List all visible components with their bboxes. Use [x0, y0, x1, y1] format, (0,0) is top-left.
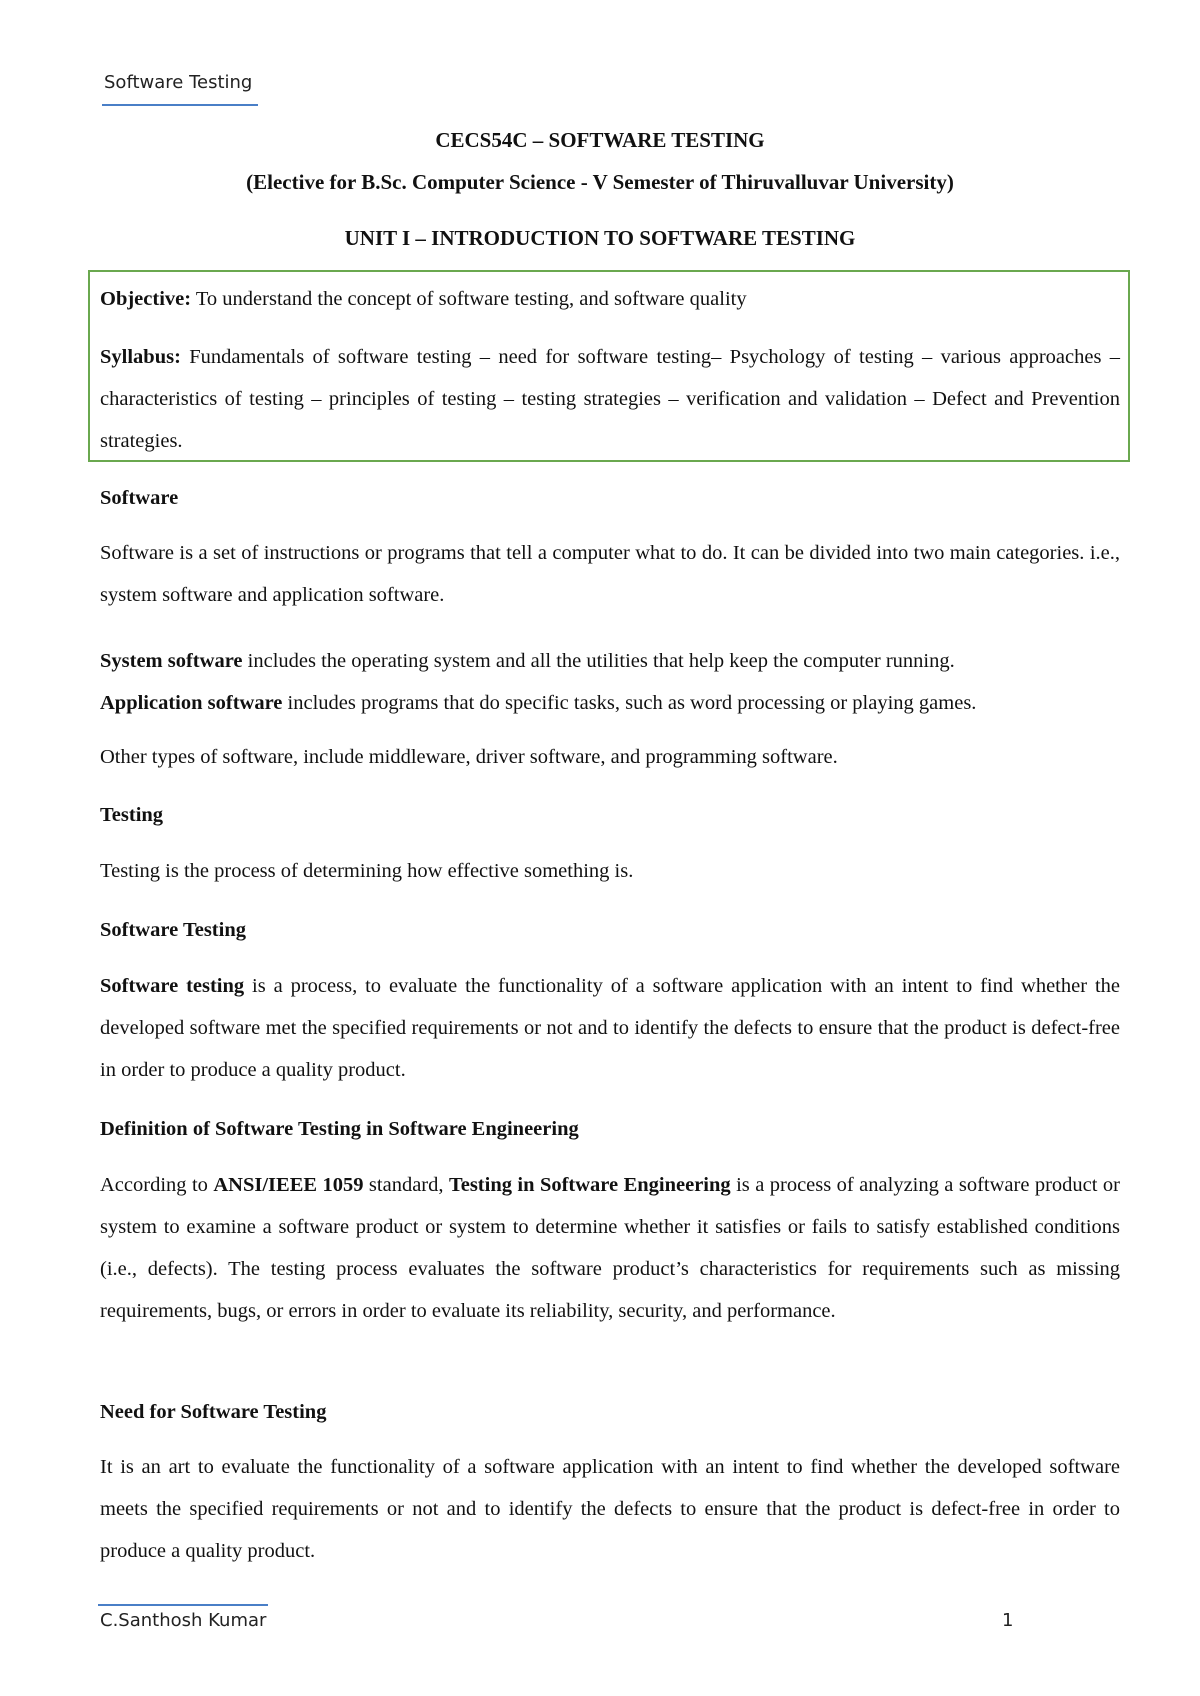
definition-heading: Definition of Software Testing in Software Engineering [100, 1118, 579, 1140]
objective-text: To understand the concept of software testing, and software quality [191, 288, 747, 310]
definition-standard: ANSI/IEEE 1059 [213, 1174, 364, 1196]
testing-paragraph: Testing is the process of determining how effective something is. [100, 860, 634, 882]
need-heading: Need for Software Testing [100, 1401, 327, 1423]
running-header: Software Testing [104, 72, 253, 93]
syllabus-label: Syllabus: [100, 346, 181, 368]
unit-title: UNIT I – INTRODUCTION TO SOFTWARE TESTING [344, 226, 856, 250]
software-testing-text: is a process, to evaluate the functionality of a software application with an intent to find whether the developed software met the specified requirements or not and to identify the defects to ensure that the product is defect-free in order to produce a quality product. [100, 975, 1120, 1081]
definition-mid: standard, [363, 1174, 449, 1196]
footer-rule [98, 1604, 268, 1606]
objective-paragraph [100, 278, 1120, 320]
system-software-paragraph [100, 640, 1120, 682]
testing-heading: Testing [100, 804, 164, 826]
software-testing-label: Software testing [100, 975, 245, 997]
syllabus-paragraph [100, 336, 1120, 462]
objective-label: Objective: [100, 288, 192, 310]
application-software-label: Application software [100, 692, 283, 714]
software-testing-heading: Software Testing [100, 919, 246, 941]
definition-bold-term: Testing in Software Engineering [448, 1174, 731, 1196]
software-paragraph: Software is a set of instructions or programs that tell a computer what to do. It can be divided into two main categories. i.e., system software and application software. [100, 542, 1120, 606]
software-heading: Software [100, 487, 179, 509]
page-number: 1 [1002, 1610, 1014, 1631]
application-software-paragraph [100, 682, 1120, 724]
course-title: CECS54C – SOFTWARE TESTING [435, 128, 765, 152]
syllabus-text: Fundamentals of software testing – need for software testing– Psychology of testing – various approaches – characteristics of testing – principles of testing – testing strategies – verification and validation – Defect and Prevention strategies. [100, 346, 1120, 452]
course-subtitle: (Elective for B.Sc. Computer Science - V Semester of Thiruvalluvar University) [246, 170, 954, 194]
definition-pre: According to [100, 1174, 214, 1196]
system-software-text: includes the operating system and all the utilities that help keep the computer running. [242, 650, 955, 672]
application-software-text: includes programs that do specific tasks, such as word processing or playing games. [282, 692, 977, 714]
software-testing-paragraph [100, 965, 1120, 1091]
need-paragraph: It is an art to evaluate the functionality of a software application with an intent to find whether the developed software meets the specified requirements or not and to identify the defects to ensure that the product is defect-free in order to produce a quality product. [100, 1456, 1120, 1562]
other-types-paragraph: Other types of software, include middleware, driver software, and programming software. [100, 746, 838, 768]
definition-paragraph [100, 1164, 1120, 1332]
definition-text: is a process of analyzing a software product or system to examine a software product or system to determine whether it satisfies or fails to satisfy established conditions (i.e., defects). The testing process evaluates the software product’s characteristics for requirements such as missing requirements, bugs, or errors in order to evaluate its reliability, security, and performance. [100, 1174, 1120, 1322]
system-software-label: System software [100, 650, 243, 672]
header-rule [102, 104, 258, 106]
footer-author: C.Santhosh Kumar [100, 1610, 267, 1631]
